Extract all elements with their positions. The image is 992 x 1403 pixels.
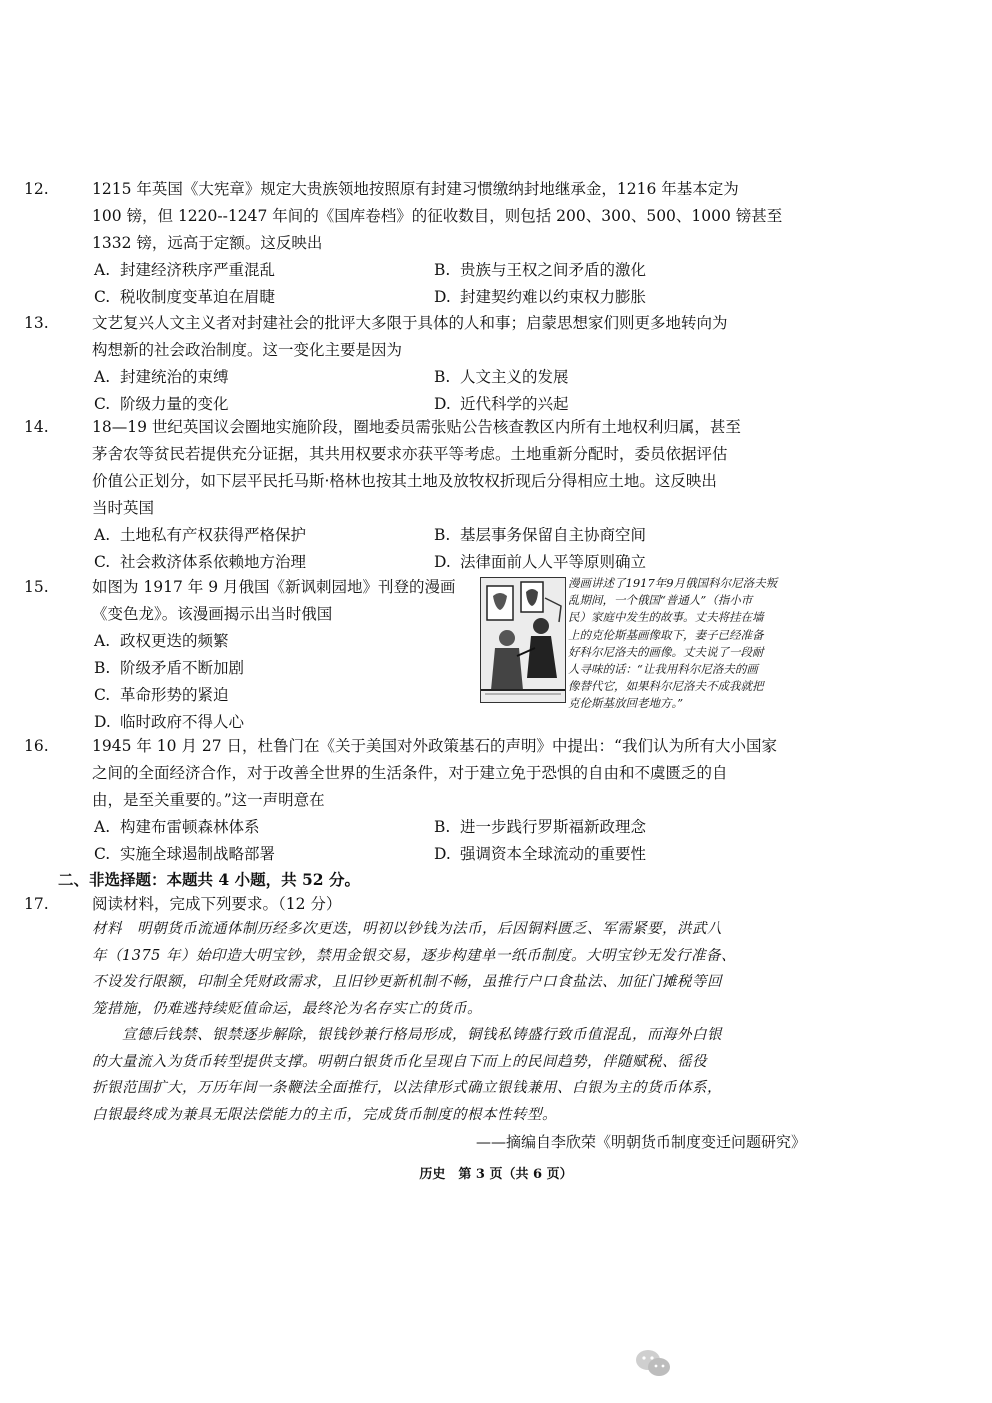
- question-14: [24, 414, 806, 576]
- option-b: B. 进一步践行罗斯福新政理念: [434, 818, 647, 836]
- option-a: A. 封建经济秩序严重混乱: [94, 261, 276, 279]
- page-footer: 历史 第 3 页（共 6 页）: [419, 1167, 573, 1182]
- question-number: 15.: [24, 578, 49, 596]
- question-15-options: [58, 628, 478, 736]
- question-14-options: [58, 522, 806, 576]
- question-number: 12.: [24, 180, 49, 198]
- option-b: B. 基层事务保留自主协商空间: [434, 526, 647, 544]
- cartoon-image: [480, 577, 566, 703]
- question-number: 16.: [24, 737, 49, 755]
- question-number: 13.: [24, 314, 49, 332]
- question-14-stem-2: 茅舍农等贫民若提供充分证据，其共用权要求亦获平等考虑。土地重新分配时，委员依据评估: [92, 445, 728, 463]
- material-source: ——摘编自李欣荣《明朝货币制度变迁问题研究》: [475, 1133, 806, 1151]
- option-c: C. 实施全球遏制战略部署: [94, 845, 276, 863]
- material-line: 材料 明朝货币流通体制历经多次更迭，明初以钞钱为法币，后因铜料匮乏、军需紧要，洪武八: [92, 921, 722, 937]
- question-16: [24, 733, 806, 868]
- question-number: 17.: [24, 895, 49, 913]
- option-d: D. 临时政府不得人心: [94, 713, 245, 731]
- question-15: [24, 574, 478, 736]
- option-a: A. 构建布雷顿森林体系: [94, 818, 260, 836]
- option-c: C. 革命形势的紧迫: [94, 686, 229, 704]
- question-16-stem-2: 之间的全面经济合作，对于改善全世界的生活条件，对于建立免于恐惧的自由和不虞匮乏的自: [92, 764, 728, 782]
- question-12-options: [58, 257, 806, 311]
- question-15-stem-1: 15. 如图为 1917 年 9 月俄国《新讽刺园地》刊登的漫画: [58, 574, 478, 601]
- option-a: A. 封建统治的束缚: [94, 368, 229, 386]
- option-c: C. 税收制度变革迫在眉睫: [94, 288, 276, 306]
- question-14-stem-3: 价值公正划分，如下层平民托马斯·格林也按其土地及放牧权折现后分得相应土地。这反映出: [92, 472, 717, 490]
- question-13-stem-2: 构想新的社会政治制度。这一变化主要是因为: [92, 341, 403, 359]
- question-17: [24, 891, 806, 918]
- option-b: B. 阶级矛盾不断加剧: [94, 659, 245, 677]
- chameleon-cartoon-figure: [480, 576, 806, 711]
- question-17-stem: 17. 阅读材料，完成下列要求。（12 分）: [58, 891, 806, 918]
- material-line: 折银范围扩大，万历年间一条鞭法全面推行，以法律形式确立银钱兼用、白银为主的货币体系，: [92, 1080, 722, 1096]
- option-a: A. 土地私有产权获得严格保护: [94, 526, 307, 544]
- question-12-stem-1: 12. 1215 年英国《大宪章》规定大贵族领地按照原有封建习惯缴纳封地继承金，1216 年基本定为: [58, 176, 806, 203]
- question-16-stem-3: 由，是至关重要的。”这一声明意在: [92, 791, 325, 809]
- question-15-stem-2: 《变色龙》。该漫画揭示出当时俄国: [92, 605, 333, 623]
- reading-material: [92, 916, 806, 1128]
- option-d: D. 近代科学的兴起: [434, 395, 569, 413]
- wechat-icon: [634, 1348, 672, 1378]
- material-line: 白银最终成为兼具无限法偿能力的主币，完成货币制度的根本性转型。: [92, 1106, 557, 1123]
- option-d: D. 法律面前人人平等原则确立: [434, 553, 647, 571]
- option-a: A. 政权更迭的频繁: [94, 632, 229, 650]
- option-d: D. 强调资本全球流动的重要性: [434, 845, 647, 863]
- question-13: [24, 310, 806, 418]
- cartoon-caption: 漫画讲述了1917年9月俄国科尔尼洛夫叛 乱期间，一个俄国“普通人”（指小市 民）家庭中发生的故事。丈夫将挂在墙 上的克伦斯基画像取下，妻子已经准备 好科尔尼洛夫的画像。丈夫说了一段耐 人寻味的话：“让我用科尔尼洛夫的画 像替代它，如果科尔尼洛夫不成我就把 克伦斯基放回老地方。”: [568, 576, 778, 711]
- material-line: 年（1375 年）始印造大明宝钞，禁用金银交易，逐步构建单一纸币制度。大明宝钞无发行准备、: [92, 947, 737, 964]
- question-12: [24, 176, 806, 311]
- material-line: 的大量流入为货币转型提供支撑。明朝白银货币化呈现自下而上的民间趋势，伴随赋税、徭役: [92, 1053, 707, 1070]
- question-12-stem-3: 1332 镑，远高于定额。这反映出: [92, 234, 323, 252]
- material-line: 宣德后钱禁、银禁逐步解除，银钱钞兼行格局形成，铜钱私铸盛行致币值混乱，而海外白银: [92, 1027, 722, 1043]
- material-line: 笼措施，仍难逃持续贬值命运，最终沦为名存实亡的货币。: [92, 1000, 482, 1017]
- question-16-stem-1: 16. 1945 年 10 月 27 日，杜鲁门在《关于美国对外政策基石的声明》中提出：“我们认为所有大小国家: [58, 733, 806, 760]
- section-heading: 二、非选择题：本题共 4 小题，共 52 分。: [58, 870, 360, 889]
- question-14-stem-1: 14. 18—19 世纪英国议会圈地实施阶段，圈地委员需张贴公告核查教区内所有土地权利归属，甚至: [58, 414, 806, 441]
- question-13-options: [58, 364, 806, 418]
- question-12-stem-2: 100 镑，但 1220--1247 年间的《国库卷档》的征收数目，则包括 200、300、500、1000 镑甚至: [92, 207, 783, 225]
- material-line: 不设发行限额，印制全凭财政需求，且旧钞更新机制不畅，虽推行户口食盐法、加征门摊税等回: [92, 974, 722, 990]
- option-c: C. 社会救济体系依赖地方治理: [94, 553, 307, 571]
- question-number: 14.: [24, 418, 49, 436]
- option-c: C. 阶级力量的变化: [94, 395, 229, 413]
- option-d: D. 封建契约难以约束权力膨胀: [434, 288, 647, 306]
- question-14-stem-4: 当时英国: [92, 499, 155, 517]
- option-b: B. 贵族与王权之间矛盾的激化: [434, 261, 647, 279]
- option-b: B. 人文主义的发展: [434, 368, 569, 386]
- question-16-options: [58, 814, 806, 868]
- question-13-stem-1: 13. 文艺复兴人文主义者对封建社会的批评大多限于具体的人和事；启蒙思想家们则更多地转向为: [58, 310, 806, 337]
